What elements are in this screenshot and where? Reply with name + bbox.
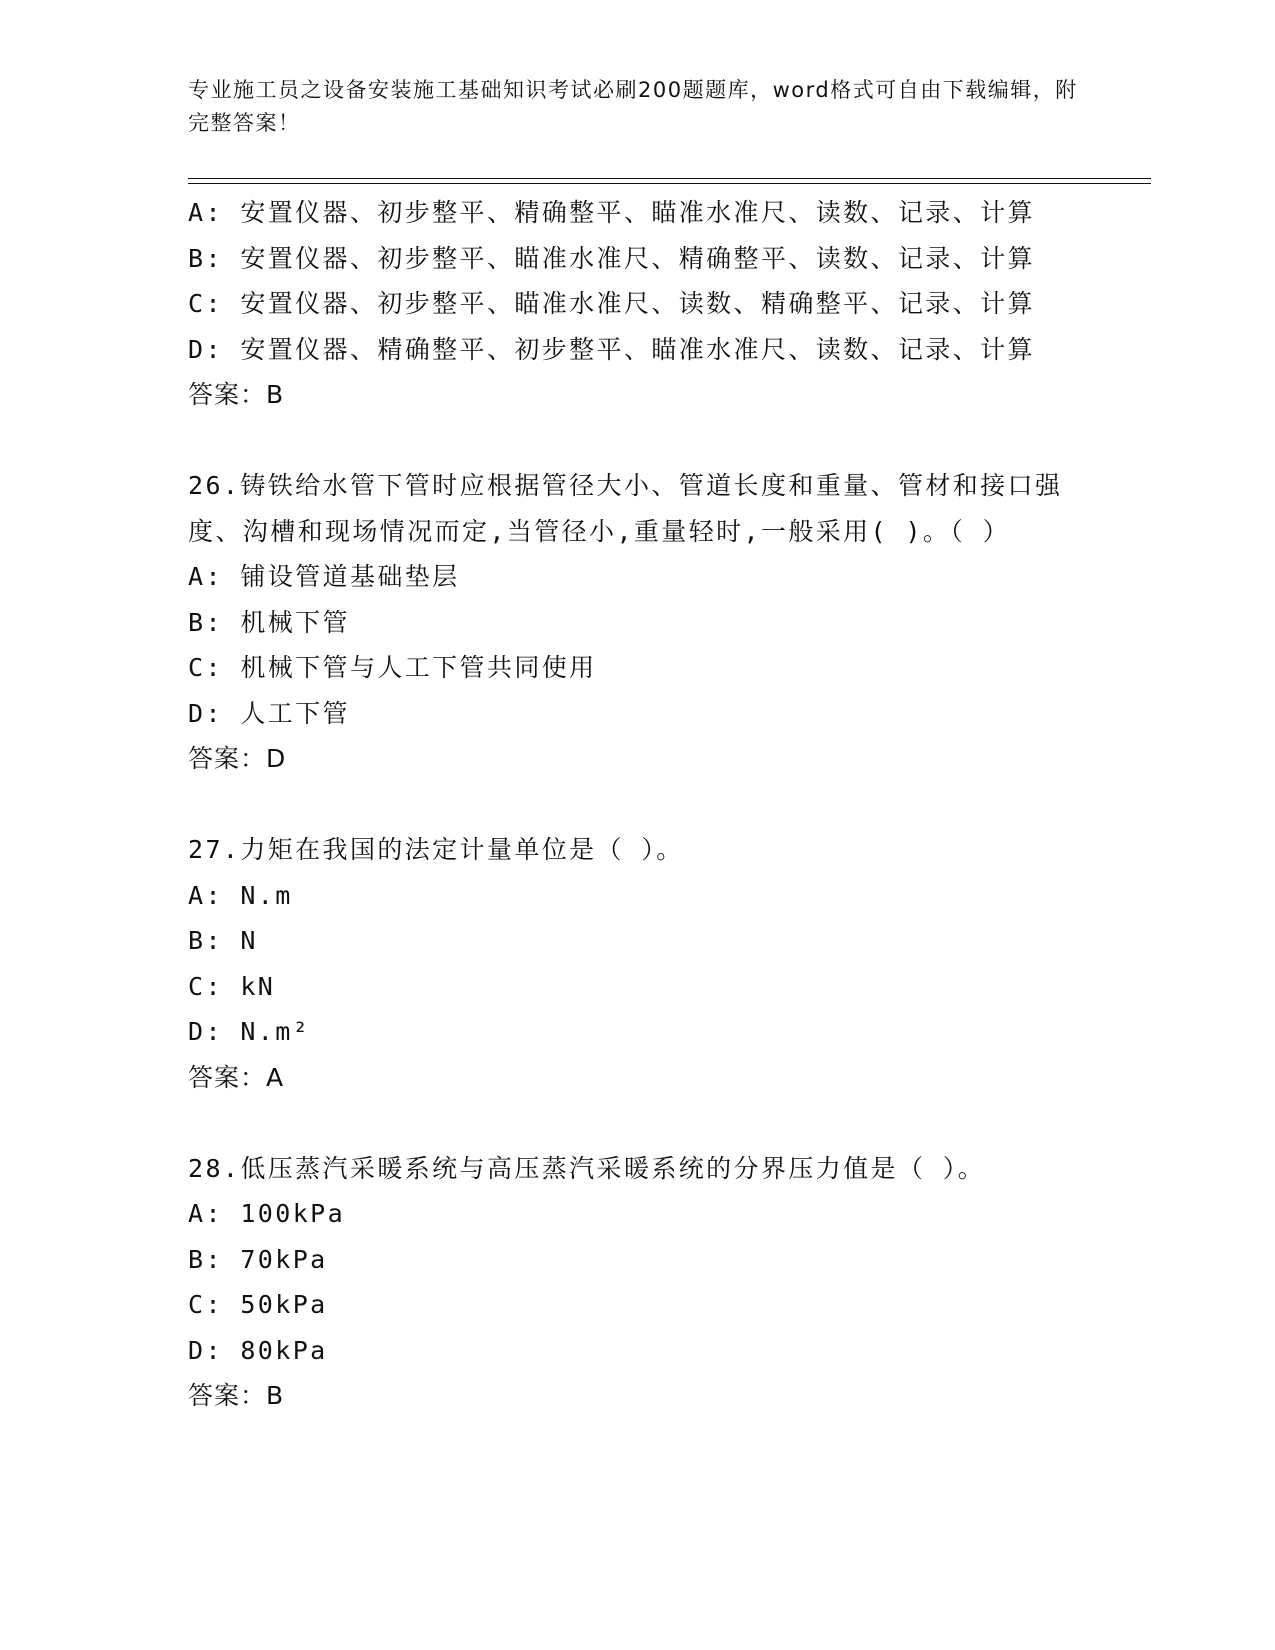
option-d: D: 80kPa — [188, 1335, 328, 1365]
option-d: D: 人工下管 — [188, 698, 350, 728]
option-c: C: 安置仪器、初步整平、瞄准水准尺、读数、精确整平、记录、计算 — [188, 289, 1035, 318]
option-b: B: 70kPa — [188, 1244, 328, 1274]
question-text: 26.铸铁给水管下管时应根据管径大小、管道长度和重量、管材和接口强度、沟槽和现场情况而定,当管径小,重量轻时,一般采用( )。（ ） — [188, 471, 1063, 546]
spacer — [188, 418, 1078, 464]
question-27 — [188, 827, 1078, 1100]
question-text: 27.力矩在我国的法定计量单位是（ ）。 — [188, 835, 684, 864]
answer: 答案：D — [188, 744, 287, 773]
header-divider-top — [188, 178, 1151, 179]
answer: 答案：A — [188, 1062, 285, 1092]
question-list — [188, 190, 1078, 1419]
spacer — [188, 782, 1078, 828]
option-b: B: 机械下管 — [188, 607, 350, 637]
option-b: B: N — [188, 926, 258, 955]
question-28 — [188, 1146, 1078, 1419]
question-25 — [188, 190, 1078, 418]
document-header — [188, 74, 1078, 140]
question-text: 28.低压蒸汽采暖系统与高压蒸汽采暖系统的分界压力值是（ ）。 — [188, 1153, 986, 1183]
option-d: D: 安置仪器、精确整平、初步整平、瞄准水准尺、读数、记录、计算 — [188, 334, 1035, 364]
option-c: C: 50kPa — [188, 1290, 328, 1319]
option-d: D: N.m² — [188, 1017, 311, 1046]
option-a: A: 安置仪器、初步整平、精确整平、瞄准水准尺、读数、记录、计算 — [188, 198, 1035, 227]
header-divider-bottom — [188, 183, 1151, 184]
question-26 — [188, 463, 1078, 782]
option-a: A: N.m — [188, 880, 293, 910]
option-a: A: 100kPa — [188, 1199, 346, 1228]
spacer — [188, 1100, 1078, 1146]
option-a: A: 铺设管道基础垫层 — [188, 562, 460, 591]
answer: 答案：B — [188, 1381, 285, 1410]
option-b: B: 安置仪器、初步整平、瞄准水准尺、精确整平、读数、记录、计算 — [188, 243, 1035, 273]
option-c: C: 机械下管与人工下管共同使用 — [188, 653, 597, 682]
answer: 答案：B — [188, 380, 285, 409]
header-title: 专业施工员之设备安装施工基础知识考试必刷200题题库，word格式可自由下载编辑，附完整答案！ — [188, 78, 1078, 135]
option-c: C: kN — [188, 971, 276, 1001]
